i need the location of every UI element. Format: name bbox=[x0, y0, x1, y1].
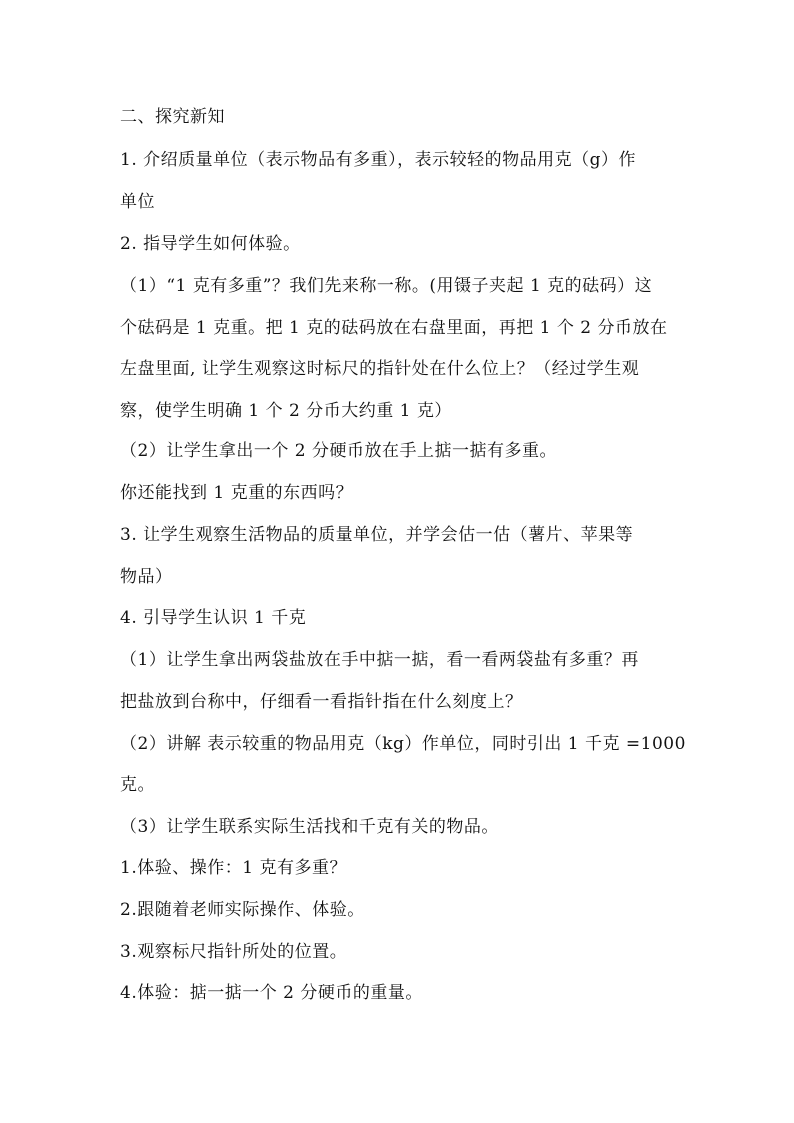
text-line: （1）“1 克有多重”？我们先来称一称。(用镊子夹起 1 克的砝码）这 bbox=[120, 276, 653, 296]
text-line: 左盘里面, 让学生观察这时标尺的指针处在什么位上？（经过学生观 bbox=[120, 359, 640, 379]
text-line: 把盐放到台称中，仔细看一看指针指在什么刻度上？ bbox=[120, 692, 523, 712]
text-line: 你还能找到 1 克重的东西吗？ bbox=[120, 483, 354, 503]
text-line: 3. 让学生观察生活物品的质量单位，并学会估一估（薯片、苹果等 bbox=[120, 525, 634, 545]
text-line: （2）讲解 表示较重的物品用克（kg）作单位，同时引出 1 千克 =1000 bbox=[120, 734, 686, 754]
text-line: 察，使学生明确 1 个 2 分币大约重 1 克） bbox=[120, 401, 452, 421]
text-line: （3）让学生联系实际生活找和千克有关的物品。 bbox=[120, 817, 499, 837]
text-line: 2.跟随着老师实际操作、体验。 bbox=[120, 900, 365, 920]
text-line: （2）让学生拿出一个 2 分硬币放在手上掂一掂有多重。 bbox=[120, 441, 557, 461]
text-line: 物品） bbox=[120, 567, 173, 587]
text-line: 2. 指导学生如何体验。 bbox=[120, 234, 301, 254]
text-line: 个砝码是 1 克重。把 1 克的砝码放在右盘里面，再把 1 个 2 分币放在 bbox=[120, 318, 668, 338]
text-line: 4.体验：掂一掂一个 2 分硬币的重量。 bbox=[120, 983, 423, 1003]
text-line: （1）让学生拿出两袋盐放在手中掂一掂，看一看两袋盐有多重？再 bbox=[120, 650, 639, 670]
text-line: 1.体验、操作：1 克有多重？ bbox=[120, 858, 347, 878]
text-line: 4. 引导学生认识 1 千克 bbox=[120, 608, 307, 628]
section-heading: 二、探究新知 bbox=[120, 107, 225, 127]
text-line: 克。 bbox=[120, 775, 155, 795]
text-line: 1. 介绍质量单位（表示物品有多重），表示较轻的物品用克（g）作 bbox=[120, 150, 637, 170]
text-line: 3.观察标尺指针所处的位置。 bbox=[120, 942, 348, 962]
text-line: 单位 bbox=[120, 192, 155, 212]
